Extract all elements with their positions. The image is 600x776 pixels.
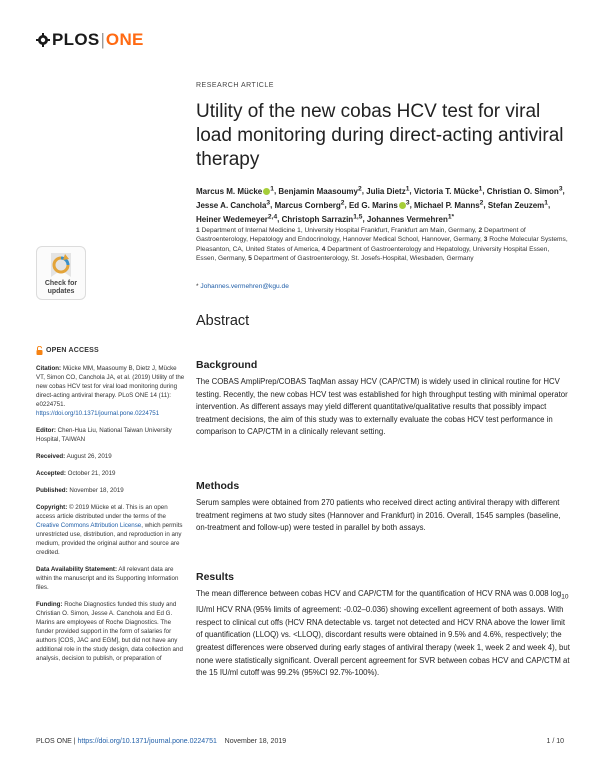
author[interactable]: Christian O. Simon$^3$ [486, 185, 563, 196]
author[interactable]: Benjamin Maasoumy$^2$ [278, 185, 362, 196]
author[interactable]: Johannes Vermehren$^{1*}$ [366, 213, 455, 224]
article-type: RESEARCH ARTICLE [196, 82, 274, 89]
article-title: Utility of the new cobas HCV test for viral load monitoring during direct-acting antiviral therapy [196, 101, 564, 170]
citation-doi-link[interactable]: https://doi.org/10.1371/journal.pone.0224751 [36, 410, 160, 417]
footer-citation: PLOS ONE | https://doi.org/10.1371/journal.pone.0224751 November 18, 2019 [36, 738, 287, 745]
data-availability-block: Data Availability Statement: All relevant data are within the manuscript and its Supporting Information files. [36, 566, 179, 591]
copyright-block: Copyright: © 2019 Mücke et al. This is an open access article distributed under the terms of the Creative Commons Attribution License, which permits unrestricted use, distribution, and reproduction in any medium, provided the original author and source are credited. [36, 504, 183, 556]
author[interactable]: Victoria T. Mücke$^1$ [413, 185, 483, 196]
received-block: Received: August 26, 2019 [36, 453, 112, 460]
author-list: Marcus M. Mücke $^1$, Benjamin Maasoumy$^2$, Julia Dietz$^1$, Victoria T. Mücke$^1$, Christian O. Simon$^3$, Jesse A. Canchola$^3$, Marcus Cornberg$^2$, Ed G. Marins $^3$, Michael P. Manns$^2$, Stefan Zeuzem$^1$, Heiner Wedemeyer$^{2,4}$, Christoph Sarrazin$^{1,5}$, Johannes Vermehren$^{1*}$ [196, 185, 565, 224]
author[interactable]: Ed G. Marins $^3$ [348, 199, 410, 210]
editor-block: Editor: Chen-Hua Liu, National Taiwan University Hospital, TAIWAN [36, 427, 172, 443]
corresponding-email-link[interactable]: Johannes.vermehren@kgu.de [200, 283, 289, 290]
orcid-icon[interactable] [399, 202, 406, 209]
author[interactable]: Stefan Zeuzem$^1$ [487, 199, 548, 210]
open-lock-icon [36, 346, 43, 355]
published-block: Published: November 18, 2019 [36, 487, 124, 494]
abstract-background [196, 359, 572, 439]
results-text: The mean difference between cobas HCV and CAP/CTM for the quantification of HCV RNA was 0.008 $\log_{10} IU/ml$ HCV RNA (95% limits of agreement: -0.02–0.036) showing excellent agreement of both assays. With respect to clinical cut offs (HCV RNA detectable vs. target not detected and HCV RNA above the lower limit of quantification (LLOQ) vs. <LLOQ), discordant results were obtained in 9.5% and 4.6%, respectively; the greatest differences were observed during early stages of antiviral therapy (week 1, week 2 and week 4), but none were statistically significant. Overall percent agreement for SVR between cobas HCV and CAP/CTM at the 15 IU/ml cutoff was 99.2% (95%CI 92.7%-100%). [196, 589, 570, 678]
author[interactable]: Heiner Wedemeyer$^{2,4}$ [196, 213, 278, 224]
author[interactable]: Christoph Sarrazin$^{1,5}$ [281, 213, 363, 224]
abstract-results [196, 571, 572, 680]
open-access-label: OPEN ACCESS [36, 346, 186, 355]
abstract-heading: Abstract [196, 313, 250, 329]
check-for-updates-label: Check for updates [44, 280, 78, 295]
citation-block: Citation: Mücke MM, Maasoumy B, Dietz J, Mücke VT, Simon CO, Canchola JA, et al. (2019) Utility of the new cobas HCV test for viral load monitoring during direct-acting antiviral therapy. PLoS ONE 14 (11): e0224751. https://doi.org/10.1371/journal.pone.0224751 [36, 365, 185, 417]
author[interactable]: Michael P. Manns$^2$ [414, 199, 484, 210]
affiliation: 2 Department of Gastroenterology, Hepatology and Endocrinology, Hannover Medical School, Hannover, Germany, [196, 227, 526, 244]
affiliation: 1 Department of Internal Medicine 1, University Hospital Frankfurt, Frankfurt am Main, Germany, [196, 227, 477, 234]
page-footer [36, 738, 564, 750]
methods-text: Serum samples were obtained from 270 patients who received direct acting antiviral therapy with different treatment regimens at two study sites (Hannover and Frankfurt) in 2016. Overall, 1545 samples (baseline, on-treatment and follow-up) were tested in parallel by both assays. [196, 498, 561, 533]
check-for-updates-box[interactable] [36, 246, 86, 300]
accepted-block: Accepted: October 21, 2019 [36, 470, 116, 477]
author[interactable]: Julia Dietz$^1$ [366, 185, 410, 196]
results-heading: Results [196, 571, 234, 583]
affiliations [196, 226, 568, 264]
corresponding-author: * Johannes.vermehren@kgu.de [196, 283, 289, 290]
plos-gear-icon [36, 33, 50, 47]
author[interactable]: Marcus M. Mücke $^1$ [196, 185, 274, 196]
affiliation: 5 Department of Gastroenterology, St. Josefs-Hospital, Wiesbaden, Germany [248, 255, 474, 263]
refresh-bookmark-icon [47, 253, 75, 279]
abstract-methods [196, 480, 572, 535]
logo-plos-text: PLOS [52, 30, 100, 49]
funding-block: Funding: Roche Diagnostics funded this study and Christian O. Simon, Jesse A. Canchola and Ed G. Marins are employees of Roche Diagnostics. The funder provided support in the form of salaries for authors [COS, JAC and EGM], but did not have any additional role in the study design, data collection and analysis, decision to publish, or preparation of [36, 601, 183, 662]
background-text: The COBAS AmpliPrep/COBAS TaqMan assay HCV (CAP/CTM) is widely used in clinical routine for HCV testing. Recently, the new cobas HCV test was established for high throughput testing with minimal operator intervention. As different assays may yield different quantitative/qualitative results that possibly impact treatment decisions, the aim of this study was to externally evaluate the cobas HCV test performance in comparison to CAP/CTM in a clinically relevant setting. [196, 377, 568, 437]
footer-date: November 18, 2019 [224, 738, 287, 745]
logo-one-text: ONE [105, 30, 144, 49]
methods-heading: Methods [196, 480, 240, 492]
check-for-updates-badge[interactable] [36, 246, 84, 300]
affiliation: 4 Department of Gastroenterology and Hepatology, University Hospital Essen, Essen, Germany, [196, 245, 550, 263]
article-info-sidebar [36, 346, 186, 671]
page-number: 1 / 10 [546, 738, 564, 745]
journal-logo [36, 30, 144, 50]
background-heading: Background [196, 359, 258, 371]
author[interactable]: Jesse A. Canchola$^3$ [196, 199, 271, 210]
cc-license-link[interactable]: Creative Commons Attribution License [36, 522, 142, 529]
footer-doi-link[interactable]: https://doi.org/10.1371/journal.pone.0224751 [77, 738, 217, 745]
affiliation: 3 Roche Molecular Systems, Pleasanton, CA, United States of America, [196, 236, 568, 253]
author[interactable]: Marcus Cornberg$^2$ [274, 199, 345, 210]
logo-separator: | [100, 30, 105, 49]
